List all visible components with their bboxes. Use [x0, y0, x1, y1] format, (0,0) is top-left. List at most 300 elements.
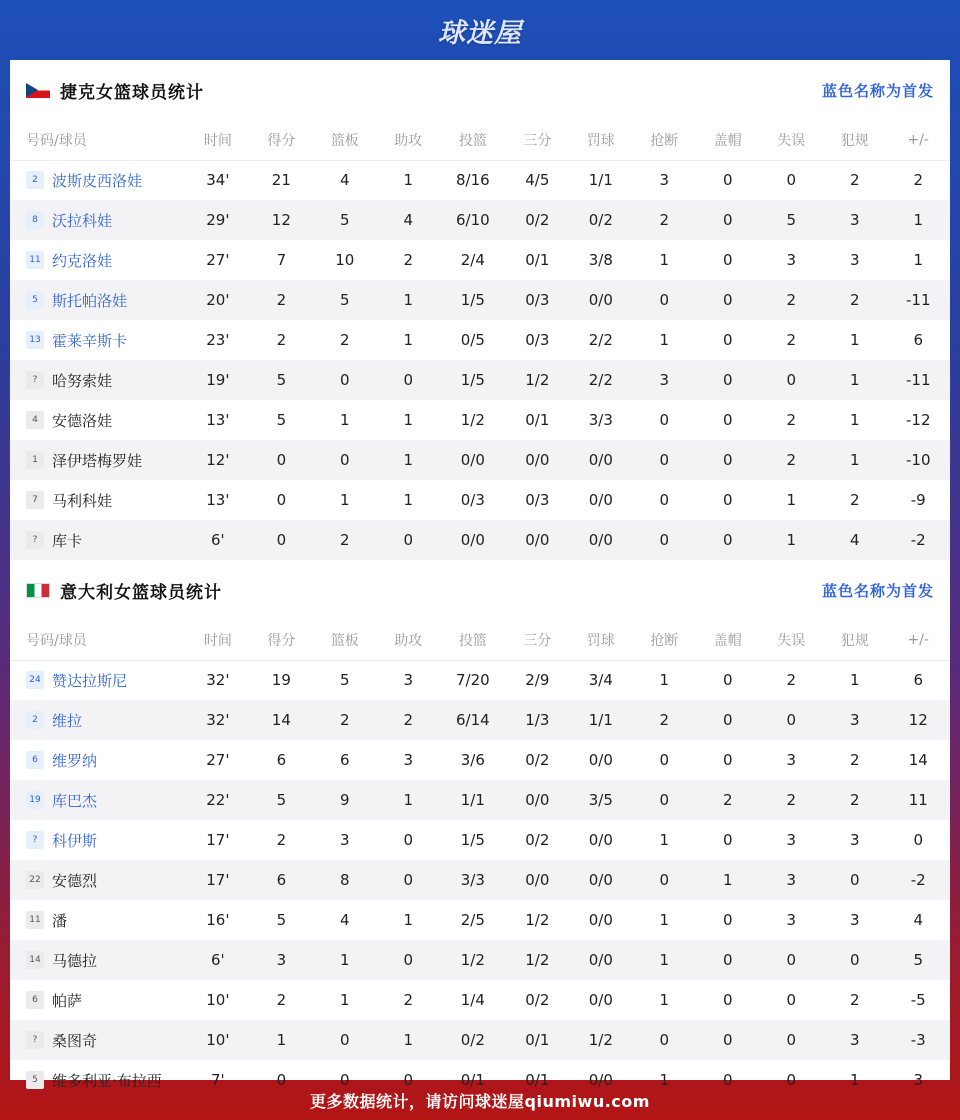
stat-cell: 0: [633, 280, 696, 320]
stat-cell: 34': [206, 171, 230, 190]
player-row: [10, 900, 950, 940]
stat-cell: 0/3: [506, 280, 569, 320]
stat-cell: 1: [659, 991, 670, 1009]
stat-cell: 0: [696, 940, 759, 980]
stat-cell: 22': [186, 780, 249, 820]
stat-cell: 0/0: [588, 491, 613, 509]
player-stats-table: [10, 620, 950, 1100]
stat-cell: 19: [271, 671, 291, 690]
player-row: [10, 440, 950, 480]
czech-flag-icon: [26, 83, 50, 98]
stat-cell: 1/1: [569, 700, 632, 740]
jersey-number-badge: 11: [26, 251, 44, 269]
player-row: [10, 520, 950, 560]
column-header: 失误: [760, 120, 823, 160]
stat-cell: 0/1: [460, 1071, 485, 1089]
stat-cell: 0: [696, 200, 759, 240]
stat-cell: 3: [849, 911, 860, 929]
stat-cell: 0/1: [506, 1020, 569, 1060]
column-header: 盖帽: [696, 120, 759, 160]
stat-cell: 1/5: [440, 360, 506, 400]
stat-cell: 2: [786, 331, 797, 349]
player-row: [10, 480, 950, 520]
stat-cell: 0: [723, 751, 733, 769]
player-name: 安德烈: [52, 871, 98, 890]
stat-cell: 0: [276, 1071, 287, 1089]
column-header: 助攻: [377, 620, 440, 660]
jersey-number-badge: 5: [26, 1071, 44, 1089]
stat-cell: 2/5: [460, 911, 485, 929]
stat-cell: 1: [377, 1020, 440, 1060]
stat-cell: 3: [823, 1020, 886, 1060]
stat-cell: 2: [403, 251, 414, 269]
brand-logo: 球迷屋: [438, 17, 522, 49]
stat-cell: 7': [211, 1071, 225, 1089]
stat-cell: 6: [250, 860, 313, 900]
stat-cell: 0: [760, 940, 823, 980]
stat-cell: 2: [786, 671, 797, 690]
stat-cell: 20': [186, 280, 249, 320]
stat-cell: 0/2: [506, 200, 569, 240]
player-cell: [10, 280, 186, 320]
stat-cell: 2: [849, 491, 860, 509]
player-name: 库巴杰: [52, 791, 98, 810]
stat-cell: 3: [786, 911, 797, 929]
jersey-number-badge: ?: [26, 371, 44, 389]
stat-cell: 0/3: [460, 491, 485, 509]
column-header: 投篮: [440, 120, 506, 160]
stat-cell: 0/0: [506, 860, 569, 900]
stat-cell: 0/1: [525, 1071, 550, 1089]
stat-cell: 4: [340, 171, 350, 190]
stat-cell: 3/3: [440, 860, 506, 900]
player-row: [10, 280, 950, 320]
stat-cell: 1: [849, 411, 860, 429]
stat-cell: 1/5: [440, 280, 506, 320]
stat-cell: -3: [886, 1020, 950, 1060]
team-title-text: 捷克女篮球员统计: [60, 82, 204, 103]
stat-cell: 3: [403, 751, 414, 769]
stat-cell: 1/2: [525, 911, 550, 929]
table-header-row: [10, 120, 950, 160]
stat-cell: 1/5: [460, 831, 485, 849]
jersey-number-badge: 13: [26, 331, 44, 349]
footer-text: 更多数据统计，请访问球迷屋qiumiwu.com: [310, 1091, 650, 1111]
stat-cell: 3/5: [569, 780, 632, 820]
stat-cell: 2: [849, 991, 860, 1009]
stat-cell: 0: [823, 940, 886, 980]
jersey-number-badge: 5: [26, 291, 44, 309]
stat-cell: 5: [313, 280, 376, 320]
stat-cell: 0: [276, 491, 287, 509]
player-cell: [10, 980, 186, 1020]
stat-cell: 1/4: [460, 991, 485, 1009]
player-stats-table: [10, 120, 950, 560]
stat-cell: 1: [696, 860, 759, 900]
stat-cell: 2: [633, 700, 696, 740]
stat-cell: 0: [633, 440, 696, 480]
stat-cell: 1: [403, 331, 414, 349]
stat-cell: 16': [206, 911, 230, 929]
stat-cell: 2/4: [460, 251, 485, 269]
player-name: 帕萨: [52, 991, 83, 1010]
stat-cell: 21: [271, 171, 291, 190]
stat-cell: 4: [823, 520, 886, 560]
stat-cell: 1/3: [506, 700, 569, 740]
stat-cell: 12': [186, 440, 249, 480]
stat-cell: 0: [723, 1071, 733, 1089]
stat-cell: 0: [377, 860, 440, 900]
stat-cell: 1/2: [506, 360, 569, 400]
stat-cell: 0: [313, 440, 376, 480]
stat-cell: 0: [340, 1071, 350, 1089]
stat-cell: 0/0: [569, 280, 632, 320]
stat-cell: 2: [250, 280, 313, 320]
stat-cell: 3: [786, 251, 797, 269]
stat-cell: 0: [250, 520, 313, 560]
stat-cell: 0: [659, 411, 670, 429]
jersey-number-badge: ?: [26, 1031, 44, 1049]
stat-cell: 0/0: [588, 1071, 613, 1089]
stat-cell: 1: [313, 940, 376, 980]
jersey-number-badge: 14: [26, 951, 44, 969]
stat-cell: 2: [276, 331, 287, 349]
stat-cell: 3: [659, 171, 670, 190]
stat-cell: 0/0: [440, 440, 506, 480]
stat-cell: 1: [849, 1071, 860, 1089]
stat-cell: 1/2: [440, 940, 506, 980]
column-header-player: 号码/球员: [10, 120, 186, 160]
column-header: 罚球: [569, 120, 632, 160]
player-cell: [10, 320, 186, 360]
player-name: 霍莱辛斯卡: [52, 331, 128, 350]
stat-cell: -9: [910, 491, 926, 509]
stat-cell: 3: [760, 860, 823, 900]
stat-cell: 1: [659, 331, 670, 349]
stat-cell: 3: [913, 1071, 924, 1089]
stat-cell: 1: [633, 940, 696, 980]
stat-cell: 0/0: [588, 991, 613, 1009]
stat-cell: 0/0: [588, 751, 613, 769]
team-title: [26, 78, 204, 103]
player-name: 马利科娃: [52, 491, 113, 510]
player-row: [10, 200, 950, 240]
stat-cell: 1: [849, 331, 860, 349]
stat-cell: 0: [659, 491, 670, 509]
stat-cell: 2: [823, 280, 886, 320]
stat-cell: 2: [633, 200, 696, 240]
stat-cell: 0: [723, 991, 733, 1009]
stat-cell: 6': [186, 520, 249, 560]
stat-cell: 0/1: [525, 411, 550, 429]
player-row: [10, 780, 950, 820]
column-header: 时间: [186, 120, 249, 160]
player-cell: [10, 440, 186, 480]
jersey-number-badge: 2: [26, 171, 44, 189]
stat-cell: 1: [377, 780, 440, 820]
stat-cell: 5: [760, 200, 823, 240]
stat-cell: 2: [760, 280, 823, 320]
stat-cell: 2: [403, 991, 414, 1009]
stat-cell: 5: [340, 671, 350, 690]
column-header: +/-: [886, 120, 950, 160]
column-header: 得分: [250, 620, 313, 660]
stat-cell: 2: [377, 700, 440, 740]
stat-cell: 0: [659, 751, 670, 769]
stat-cell: 4: [340, 911, 350, 929]
player-row: [10, 400, 950, 440]
player-cell: [10, 700, 186, 740]
stat-cell: 32': [206, 671, 230, 690]
stat-cell: 2: [823, 780, 886, 820]
stat-cell: 5: [276, 411, 287, 429]
stat-cell: 3/6: [460, 751, 485, 769]
stat-cell: 8/16: [455, 171, 490, 190]
stat-cell: 0: [633, 860, 696, 900]
column-header: 得分: [250, 120, 313, 160]
jersey-number-badge: 2: [26, 711, 44, 729]
italy-flag-icon: [26, 583, 50, 598]
team-section-header: [10, 60, 950, 120]
stat-cell: 10': [206, 991, 230, 1009]
jersey-number-badge: 19: [26, 791, 44, 809]
stat-cell: 0: [723, 411, 733, 429]
stat-cell: 0: [760, 360, 823, 400]
stat-cell: 0/0: [569, 440, 632, 480]
stat-cell: -5: [910, 991, 926, 1009]
player-row: [10, 860, 950, 900]
stat-cell: 6': [186, 940, 249, 980]
player-cell: [10, 660, 186, 700]
player-row: [10, 700, 950, 740]
stat-cell: 1: [377, 280, 440, 320]
stat-cell: 1: [823, 360, 886, 400]
stat-cell: 5: [250, 780, 313, 820]
stat-cell: 6/10: [440, 200, 506, 240]
stat-cell: 2: [913, 171, 924, 190]
stat-cell: 1: [403, 411, 414, 429]
stat-cell: 0: [696, 360, 759, 400]
player-name: 维罗纳: [52, 751, 98, 770]
stat-cell: 0: [403, 1071, 414, 1089]
stat-cell: 2: [340, 331, 350, 349]
jersey-number-badge: 11: [26, 911, 44, 929]
player-name: 马德拉: [52, 951, 98, 970]
player-name: 哈努索娃: [52, 371, 113, 390]
player-cell: [10, 780, 186, 820]
stat-cell: 17': [206, 831, 230, 849]
stat-cell: 0: [403, 831, 414, 849]
stat-cell: 0/3: [525, 491, 550, 509]
stat-cell: 3/3: [588, 411, 613, 429]
player-cell: [10, 480, 186, 520]
jersey-number-badge: 1: [26, 451, 44, 469]
stat-cell: 0: [723, 251, 733, 269]
stat-cell: 1: [659, 911, 670, 929]
stat-cell: 5: [886, 940, 950, 980]
player-row: [10, 160, 950, 200]
jersey-number-badge: 4: [26, 411, 44, 429]
player-row: [10, 740, 950, 780]
stat-cell: 0/1: [525, 251, 550, 269]
column-header: 盖帽: [696, 620, 759, 660]
stat-cell: 3: [250, 940, 313, 980]
stat-cell: 4/5: [525, 171, 550, 190]
stat-cell: 1: [849, 671, 860, 690]
player-cell: [10, 520, 186, 560]
stat-cell: 1/1: [588, 171, 613, 190]
stat-cell: 0/0: [440, 520, 506, 560]
player-name: 斯托帕洛娃: [52, 291, 128, 310]
stat-cell: 10': [186, 1020, 249, 1060]
stat-cell: 0/2: [525, 751, 550, 769]
column-header: 抢断: [633, 620, 696, 660]
stat-cell: 0/0: [588, 911, 613, 929]
stat-cell: 0/0: [506, 780, 569, 820]
stat-cell: 6: [913, 671, 924, 690]
player-row: [10, 660, 950, 700]
stat-cell: 2: [696, 780, 759, 820]
jersey-number-badge: 8: [26, 211, 44, 229]
stat-cell: 1: [760, 520, 823, 560]
player-row: [10, 320, 950, 360]
column-header: 抢断: [633, 120, 696, 160]
player-cell: [10, 820, 186, 860]
stat-cell: 0: [723, 171, 733, 190]
stat-cell: 14: [908, 751, 928, 769]
stat-cell: 0/2: [525, 831, 550, 849]
player-name: 沃拉科娃: [52, 211, 113, 230]
stat-cell: 3/4: [588, 671, 613, 690]
stat-cell: 0: [823, 860, 886, 900]
stat-cell: 0: [723, 491, 733, 509]
stat-cell: 14: [250, 700, 313, 740]
player-cell: [10, 400, 186, 440]
stat-cell: -2: [886, 520, 950, 560]
stat-cell: 7/20: [455, 671, 490, 690]
stat-cell: 3: [786, 831, 797, 849]
stat-cell: 0: [723, 831, 733, 849]
column-header: 罚球: [569, 620, 632, 660]
stat-cell: 1: [886, 200, 950, 240]
stat-cell: 2: [276, 831, 287, 849]
stat-cell: -2: [886, 860, 950, 900]
stat-cell: 0/0: [506, 440, 569, 480]
column-header: 助攻: [377, 120, 440, 160]
stat-cell: 0/3: [525, 331, 550, 349]
player-name: 潘: [52, 911, 68, 930]
player-cell: [10, 200, 186, 240]
stat-cell: 7: [276, 251, 287, 269]
stat-cell: 0/2: [569, 200, 632, 240]
player-row: [10, 1020, 950, 1060]
column-header: 三分: [506, 120, 569, 160]
stat-cell: 1: [786, 491, 797, 509]
jersey-number-badge: 7: [26, 491, 44, 509]
stat-cell: 2: [786, 411, 797, 429]
stat-cell: 0/0: [569, 940, 632, 980]
stat-cell: 0/0: [569, 520, 632, 560]
stat-cell: 0: [786, 991, 797, 1009]
stat-cell: 1/2: [460, 411, 485, 429]
column-header: 失误: [760, 620, 823, 660]
stat-cell: 2: [760, 780, 823, 820]
stat-cell: 0: [696, 440, 759, 480]
column-header-player: 号码/球员: [10, 620, 186, 660]
stat-cell: 32': [186, 700, 249, 740]
stat-cell: 0: [633, 1020, 696, 1060]
stat-cell: 3: [403, 671, 414, 690]
stat-cell: 1: [659, 671, 670, 690]
stat-cell: 6/14: [440, 700, 506, 740]
player-name: 维拉: [52, 711, 83, 730]
player-name: 库卡: [52, 531, 83, 550]
jersey-number-badge: 6: [26, 751, 44, 769]
stat-cell: 0: [377, 520, 440, 560]
stat-cell: 5: [250, 360, 313, 400]
stat-cell: 0: [633, 520, 696, 560]
player-cell: [10, 1020, 186, 1060]
jersey-number-badge: 22: [26, 871, 44, 889]
column-header: 三分: [506, 620, 569, 660]
stat-cell: 23': [206, 331, 230, 349]
stat-cell: 0: [696, 520, 759, 560]
stat-cell: 17': [186, 860, 249, 900]
starter-legend: 蓝色名称为首发: [821, 581, 934, 600]
stat-cell: 2/2: [588, 331, 613, 349]
stat-cell: 12: [250, 200, 313, 240]
stat-cell: 6: [340, 751, 350, 769]
stat-cell: 3: [849, 831, 860, 849]
stat-cell: -10: [886, 440, 950, 480]
jersey-number-badge: ?: [26, 531, 44, 549]
player-row: [10, 980, 950, 1020]
player-name: 安德洛娃: [52, 411, 113, 430]
stat-cell: 9: [313, 780, 376, 820]
stat-cell: 1/2: [569, 1020, 632, 1060]
jersey-number-badge: 24: [26, 671, 44, 689]
stat-cell: 2: [313, 520, 376, 560]
stat-cell: 3: [340, 831, 350, 849]
stat-cell: 13': [206, 491, 230, 509]
stat-cell: 0: [786, 171, 797, 190]
jersey-number-badge: 6: [26, 991, 44, 1009]
stat-cell: 0: [723, 331, 733, 349]
stat-cell: 12: [886, 700, 950, 740]
stat-cell: 10: [335, 251, 355, 269]
stat-cell: 1: [659, 251, 670, 269]
stat-cell: 0/0: [569, 860, 632, 900]
player-name: 桑图奇: [52, 1031, 98, 1050]
stat-cell: 0: [633, 780, 696, 820]
stat-cell: 8: [313, 860, 376, 900]
player-cell: [10, 360, 186, 400]
stat-cell: 0: [313, 1020, 376, 1060]
stat-cell: 2: [313, 700, 376, 740]
stat-cell: 13': [206, 411, 230, 429]
player-cell: [10, 740, 186, 780]
column-header: 犯规: [823, 120, 886, 160]
column-header: 篮板: [313, 620, 376, 660]
stat-cell: 6: [913, 331, 924, 349]
stat-cell: 4: [377, 200, 440, 240]
stat-cell: 2: [849, 171, 860, 190]
stat-cell: 5: [276, 911, 287, 929]
player-name: 科伊斯: [52, 831, 98, 850]
stat-cell: 0: [760, 1020, 823, 1060]
player-name: 泽伊塔梅罗娃: [52, 451, 143, 470]
column-header: 时间: [186, 620, 249, 660]
